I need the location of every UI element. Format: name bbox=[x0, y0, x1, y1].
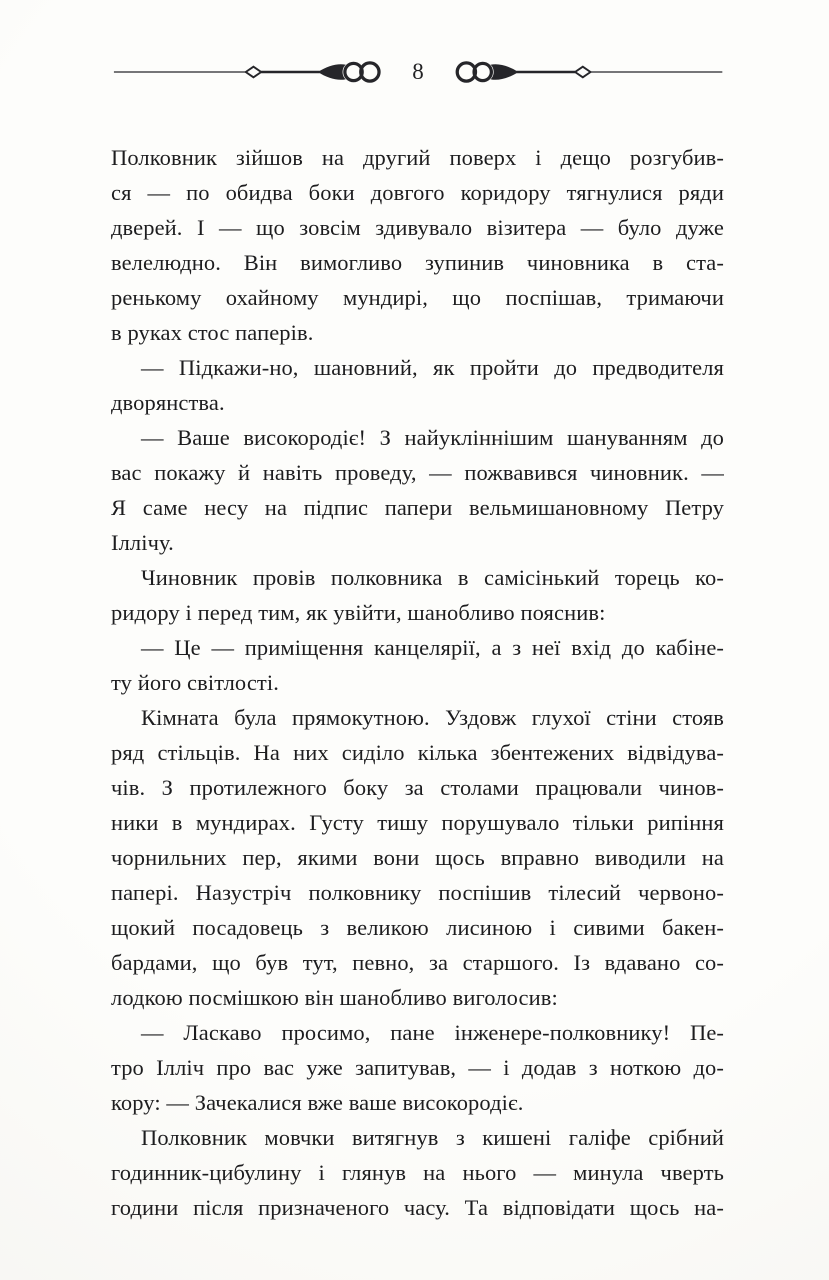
text-line: дверей. І — що зовсім здивувало візитера — було дуже bbox=[111, 215, 724, 240]
text-line: години після призначеного часу. Та відповідати щось на- bbox=[111, 1195, 724, 1220]
text-line: ся — по обидва боки довгого коридору тягнулися ряди bbox=[111, 180, 724, 205]
text-line: чів. З протилежного боку за столами працювали чинов- bbox=[111, 775, 724, 800]
text-line: — Ласкаво просимо, пане інженере-полковнику! Пе- bbox=[141, 1020, 724, 1045]
text-line: — Підкажи-но, шановний, як пройти до предводителя bbox=[141, 355, 724, 380]
text-line: папері. Назустріч полковнику поспішив тілесий червоно- bbox=[111, 880, 724, 905]
text-line: щокий посадовець з великою лисиною і сивими бакен- bbox=[111, 915, 724, 940]
text-line: кору: — Зачекалися вже ваше високородіє. bbox=[111, 1090, 524, 1115]
text-line: — Це — приміщення канцелярії, а з неї вхід до кабіне- bbox=[141, 635, 724, 660]
text-line: дворянства. bbox=[111, 390, 225, 415]
header-flourish-right-icon bbox=[450, 57, 724, 87]
text-line: — Ваше високородіє! З найуклiннiшим шануванням до bbox=[141, 425, 724, 450]
paragraph bbox=[111, 630, 724, 700]
paragraph bbox=[111, 420, 724, 560]
text-line: тро Ілліч про вас уже запитував, — і додав з ноткою до- bbox=[111, 1055, 724, 1080]
text-line: ники в мундирах. Густу тишу порушувало тільки рипіння bbox=[111, 810, 724, 835]
text-line: ридору і перед тим, як увійти, шанобливо пояснив: bbox=[111, 600, 606, 625]
text-line: Чиновник провів полковника в самісінький торець ко- bbox=[141, 565, 724, 590]
text-line: Полковник мовчки витягнув з кишені галіфе срібний bbox=[141, 1125, 724, 1150]
paragraph bbox=[111, 560, 724, 630]
text-line: ренькому охайному мундирі, що поспішав, тримаючи bbox=[111, 285, 724, 310]
text-line: Я саме несу на підпис папери вельмишановному Петру bbox=[111, 495, 724, 520]
paragraph bbox=[111, 1120, 724, 1225]
text-line: вас покажу й навіть проведу, — пожвавився чиновник. — bbox=[111, 460, 724, 485]
page-text bbox=[111, 140, 724, 1225]
text-line: Іллічу. bbox=[111, 530, 174, 555]
text-line: Полковник зійшов на другий поверх і дещо розгубив- bbox=[111, 145, 724, 170]
paragraph bbox=[111, 700, 724, 1015]
paragraph bbox=[111, 140, 724, 350]
text-line: велелюдно. Він вимогливо зупинив чиновника в ста- bbox=[111, 250, 724, 275]
text-line: в руках стос паперів. bbox=[111, 320, 314, 345]
paragraph bbox=[111, 1015, 724, 1120]
page-header bbox=[112, 52, 724, 92]
page-number: 8 bbox=[412, 59, 424, 84]
paragraph bbox=[111, 350, 724, 420]
text-line: ряд стільців. На них сиділо кілька збентежених відвідува- bbox=[111, 740, 724, 765]
text-line: чорнильних пер, якими вони щось вправно виводили на bbox=[111, 845, 724, 870]
header-flourish-left-icon bbox=[112, 57, 386, 87]
text-line: лодкою посмішкою він шанобливо виголосив: bbox=[111, 985, 558, 1010]
text-line: Кімната була прямокутною. Уздовж глухої стіни стояв bbox=[141, 705, 724, 730]
text-line: ту його світлості. bbox=[111, 670, 279, 695]
text-line: годинник-цибулину і глянув на нього — минула чверть bbox=[111, 1160, 724, 1185]
text-line: бардами, що був тут, певно, за старшого. Із вдавано со- bbox=[111, 950, 724, 975]
